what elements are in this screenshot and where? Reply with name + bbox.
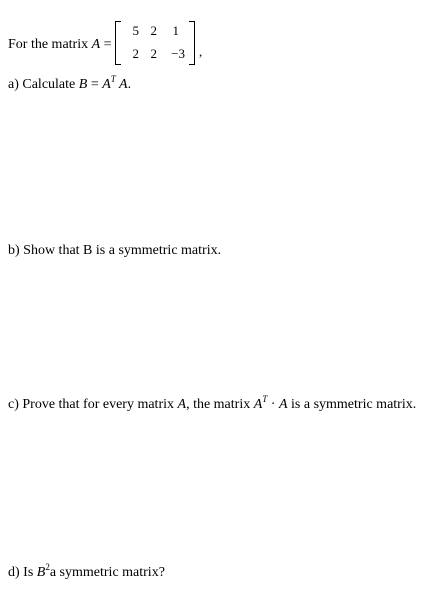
matrix-trailing-comma: , xyxy=(199,44,203,59)
part-a-prefix: a) Calculate xyxy=(8,77,79,92)
matrix-cell: 2 xyxy=(150,23,157,38)
part-d-square: 2 xyxy=(45,562,50,572)
matrix-cell: 1 xyxy=(172,23,179,38)
question-part-c xyxy=(8,394,417,413)
part-c-dot: · xyxy=(267,397,279,412)
matrix-cell: −3 xyxy=(171,46,185,61)
intro-text: For the matrix xyxy=(8,37,89,52)
part-d-suffix: a symmetric matrix? xyxy=(49,565,165,580)
part-d-prefix: d) Is xyxy=(8,565,37,580)
part-c-mid: , the matrix xyxy=(186,397,254,412)
part-d-var: B xyxy=(36,565,46,580)
part-c-a2: A xyxy=(278,397,288,412)
part-a-a: A xyxy=(102,77,111,92)
matrix-cell: 5 xyxy=(132,23,139,38)
part-a-transpose: T xyxy=(110,74,116,84)
matrix-right-bracket xyxy=(189,21,195,65)
part-a-eq: = xyxy=(87,77,103,92)
matrix-variable: A xyxy=(91,37,101,52)
part-c-var: A xyxy=(177,397,187,412)
part-c-transpose: T xyxy=(262,394,268,404)
matrix-cell: 2 xyxy=(150,46,157,61)
part-c-a: A xyxy=(253,397,263,412)
part-c-suffix: is a symmetric matrix. xyxy=(287,397,417,412)
matrix-a xyxy=(115,20,201,66)
part-b-text: b) Show that B is a symmetric matrix. xyxy=(8,243,222,258)
part-c-prefix: c) Prove that for every matrix xyxy=(8,397,178,412)
question-part-d xyxy=(8,562,165,581)
part-a-b: B xyxy=(78,77,88,92)
equals-sign: = xyxy=(103,37,112,52)
intro-line xyxy=(8,37,112,53)
question-part-b xyxy=(8,243,221,259)
question-part-a xyxy=(8,74,132,93)
matrix-cell: 2 xyxy=(132,46,139,61)
part-a-a2: A xyxy=(115,77,128,92)
part-a-suffix: . xyxy=(127,77,132,92)
